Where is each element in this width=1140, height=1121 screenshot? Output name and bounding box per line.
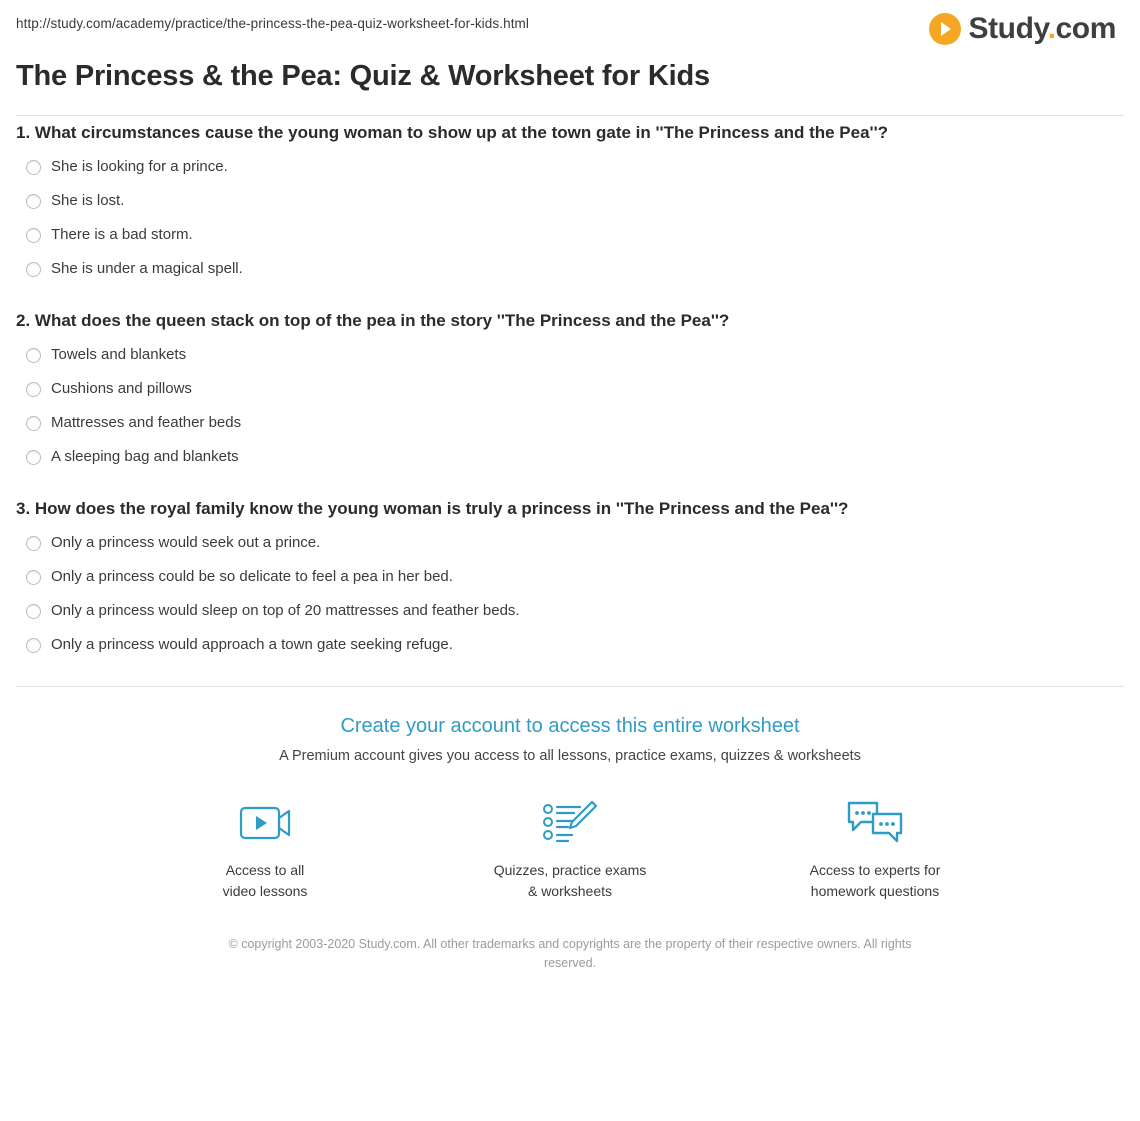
question-text: 1. What circumstances cause the young woman to show up at the town gate in ''The Princess and the Pea''? bbox=[16, 123, 889, 142]
logo-dot: . bbox=[1047, 12, 1056, 45]
play-circle-icon bbox=[929, 13, 961, 45]
answer-choice-label: Towels and blankets bbox=[51, 346, 187, 364]
answer-choice-label: Only a princess would seek out a prince. bbox=[51, 534, 321, 552]
answer-choice[interactable] bbox=[16, 414, 1124, 432]
answer-choice[interactable] bbox=[16, 346, 1124, 364]
radio-button-icon[interactable] bbox=[26, 450, 41, 465]
question-block bbox=[16, 498, 1124, 654]
logo-text bbox=[968, 12, 1116, 46]
chat-bubbles-icon bbox=[793, 796, 958, 850]
answer-choice-label: She is under a magical spell. bbox=[51, 260, 243, 278]
page-url: http://study.com/academy/practice/the-princess-the-pea-quiz-worksheet-for-kids.html bbox=[16, 16, 529, 31]
feature-caption-line2: homework questions bbox=[810, 882, 940, 899]
feature-caption-line2: & worksheets bbox=[527, 882, 613, 899]
feature-caption-line1: Access to all bbox=[225, 862, 305, 879]
answer-choice-label: There is a bad storm. bbox=[51, 226, 193, 244]
answer-choice-label: Only a princess would approach a town gate seeking refuge. bbox=[51, 636, 453, 654]
feature-item bbox=[488, 796, 653, 901]
radio-button-icon[interactable] bbox=[26, 638, 41, 653]
copyright-text: © copyright 2003-2020 Study.com. All other trademarks and copyrights are the property of their respective owners. All rights reserved. bbox=[228, 936, 912, 970]
answer-choice-label: Only a princess could be so delicate to feel a pea in her bed. bbox=[51, 568, 453, 586]
radio-button-icon[interactable] bbox=[26, 160, 41, 175]
promo-subhead: A Premium account gives you access to all lessons, practice exams, quizzes & worksheets bbox=[279, 748, 861, 765]
radio-button-icon[interactable] bbox=[26, 570, 41, 585]
feature-caption-line2: video lessons bbox=[222, 882, 308, 899]
answer-choice[interactable] bbox=[16, 568, 1124, 586]
answer-choice-label: She is lost. bbox=[51, 192, 125, 210]
promo-features bbox=[16, 796, 1124, 901]
radio-button-icon[interactable] bbox=[26, 262, 41, 277]
logo-word: Study bbox=[968, 12, 1048, 45]
feature-item bbox=[793, 796, 958, 901]
answer-choice-label: Only a princess would sleep on top of 20 mattresses and feather beds. bbox=[51, 602, 520, 620]
answer-choice[interactable] bbox=[16, 636, 1124, 654]
answer-choice[interactable] bbox=[16, 226, 1124, 244]
radio-button-icon[interactable] bbox=[26, 536, 41, 551]
study-com-logo[interactable] bbox=[929, 12, 1124, 46]
page-title: The Princess & the Pea: Quiz & Worksheet for Kids bbox=[16, 60, 710, 92]
answer-choice[interactable] bbox=[16, 260, 1124, 278]
question-text: 2. What does the queen stack on top of the pea in the story ''The Princess and the Pea''? bbox=[16, 311, 730, 331]
feature-caption-line1: Quizzes, practice exams bbox=[493, 862, 647, 879]
answer-choice-label: Mattresses and feather beds bbox=[51, 414, 242, 432]
answer-choice-label: A sleeping bag and blankets bbox=[51, 448, 239, 466]
answer-choice[interactable] bbox=[16, 448, 1124, 466]
answer-choice-label: She is looking for a prince. bbox=[51, 158, 228, 176]
radio-button-icon[interactable] bbox=[26, 194, 41, 209]
radio-button-icon[interactable] bbox=[26, 348, 41, 363]
page-header bbox=[16, 0, 1124, 46]
feature-caption bbox=[183, 860, 348, 901]
answer-choice[interactable] bbox=[16, 192, 1124, 210]
feature-caption bbox=[793, 860, 958, 901]
answer-choice-label: Cushions and pillows bbox=[51, 380, 192, 398]
questions-list bbox=[16, 116, 1124, 654]
radio-button-icon[interactable] bbox=[26, 416, 41, 431]
feature-caption bbox=[488, 860, 653, 901]
promo-section bbox=[16, 687, 1124, 972]
answer-choice[interactable] bbox=[16, 380, 1124, 398]
question-text: 3. How does the royal family know the young woman is truly a princess in ''The Princess and the Pea''? bbox=[16, 499, 849, 519]
video-play-icon bbox=[183, 796, 348, 850]
promo-headline[interactable]: Create your account to access this entire worksheet bbox=[340, 715, 800, 738]
radio-button-icon[interactable] bbox=[26, 382, 41, 397]
answer-choice[interactable] bbox=[16, 602, 1124, 620]
feature-caption-line1: Access to experts for bbox=[809, 862, 941, 879]
radio-button-icon[interactable] bbox=[26, 604, 41, 619]
answer-choice[interactable] bbox=[16, 534, 1124, 552]
feature-item bbox=[183, 796, 348, 901]
logo-suffix: com bbox=[1055, 12, 1116, 45]
quiz-checklist-icon bbox=[488, 796, 653, 850]
radio-button-icon[interactable] bbox=[26, 228, 41, 243]
answer-choice[interactable] bbox=[16, 158, 1124, 176]
question-block bbox=[16, 122, 1124, 278]
question-block bbox=[16, 310, 1124, 466]
